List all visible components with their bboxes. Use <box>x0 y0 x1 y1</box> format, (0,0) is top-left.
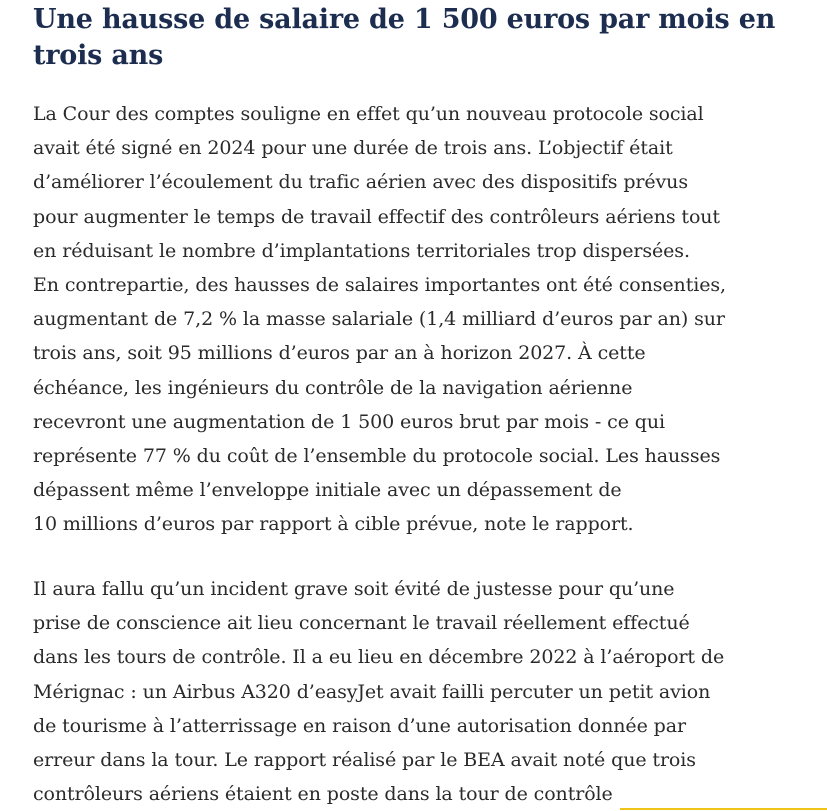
section-heading <box>33 0 823 74</box>
paragraph-line: La Cour des comptes souligne en effet qu’un nouveau protocole social <box>33 103 704 125</box>
paragraph-line: En contrepartie, des hausses de salaires importantes ont été consenties, <box>33 274 726 297</box>
paragraph-line: recevront une augmentation de 1 500 euros brut par mois - ce qui <box>33 410 665 433</box>
paragraph-line: pour augmenter le temps de travail effectif des contrôleurs aériens tout <box>33 205 720 228</box>
paragraph-line: Mérignac : un Airbus A320 d’easyJet avait failli percuter un petit avion <box>33 680 711 703</box>
paragraph-protocol-social <box>33 97 726 542</box>
paragraph-line: dans les tours de contrôle. Il a eu lieu en décembre 2022 à l’aéroport de <box>33 646 725 669</box>
paragraph-line: échéance, les ingénieurs du contrôle de la navigation aérienne <box>33 376 633 399</box>
paragraph-line: d’améliorer l’écoulement du trafic aérien avec des dispositifs prévus <box>33 171 688 194</box>
paragraph-line: contrôleurs aériens étaient en poste dans la tour de contrôle <box>33 783 613 806</box>
paragraph-line: de tourisme à l’atterrissage en raison d’une autorisation donnée par <box>33 714 686 737</box>
paragraph-line: représente 77 % du coût de l’ensemble du protocole social. Les hausses <box>33 445 721 468</box>
paragraph-incident-merignac <box>33 572 724 811</box>
paragraph-line: 10 millions d’euros par rapport à cible prévue, note le rapport. <box>33 513 634 536</box>
paragraph-line: dépassent même l’enveloppe initiale avec un dépassement de <box>33 479 622 502</box>
paragraph-line: augmentant de 7,2 % la masse salariale (1,4 milliard d’euros par an) sur <box>33 308 725 331</box>
article-body <box>33 0 823 806</box>
paragraph-line: Il aura fallu qu’un incident grave soit évité de justesse pour qu’une <box>33 578 675 600</box>
paragraph-line: avait été signé en 2024 pour une durée de trois ans. L’objectif était <box>33 137 673 160</box>
paragraph-line: trois ans, soit 95 millions d’euros par an à horizon 2027. À cette <box>33 342 646 365</box>
paragraph-line: erreur dans la tour. Le rapport réalisé par le BEA avait noté que trois <box>33 749 696 772</box>
heading-line: Une hausse de salaire de 1 500 euros par mois en <box>33 4 776 35</box>
paragraph-line: prise de conscience ait lieu concernant le travail réellement effectué <box>33 612 690 635</box>
paragraph-line: en réduisant le nombre d’implantations territoriales trop dispersées. <box>33 239 690 262</box>
heading-line: trois ans <box>33 40 164 71</box>
